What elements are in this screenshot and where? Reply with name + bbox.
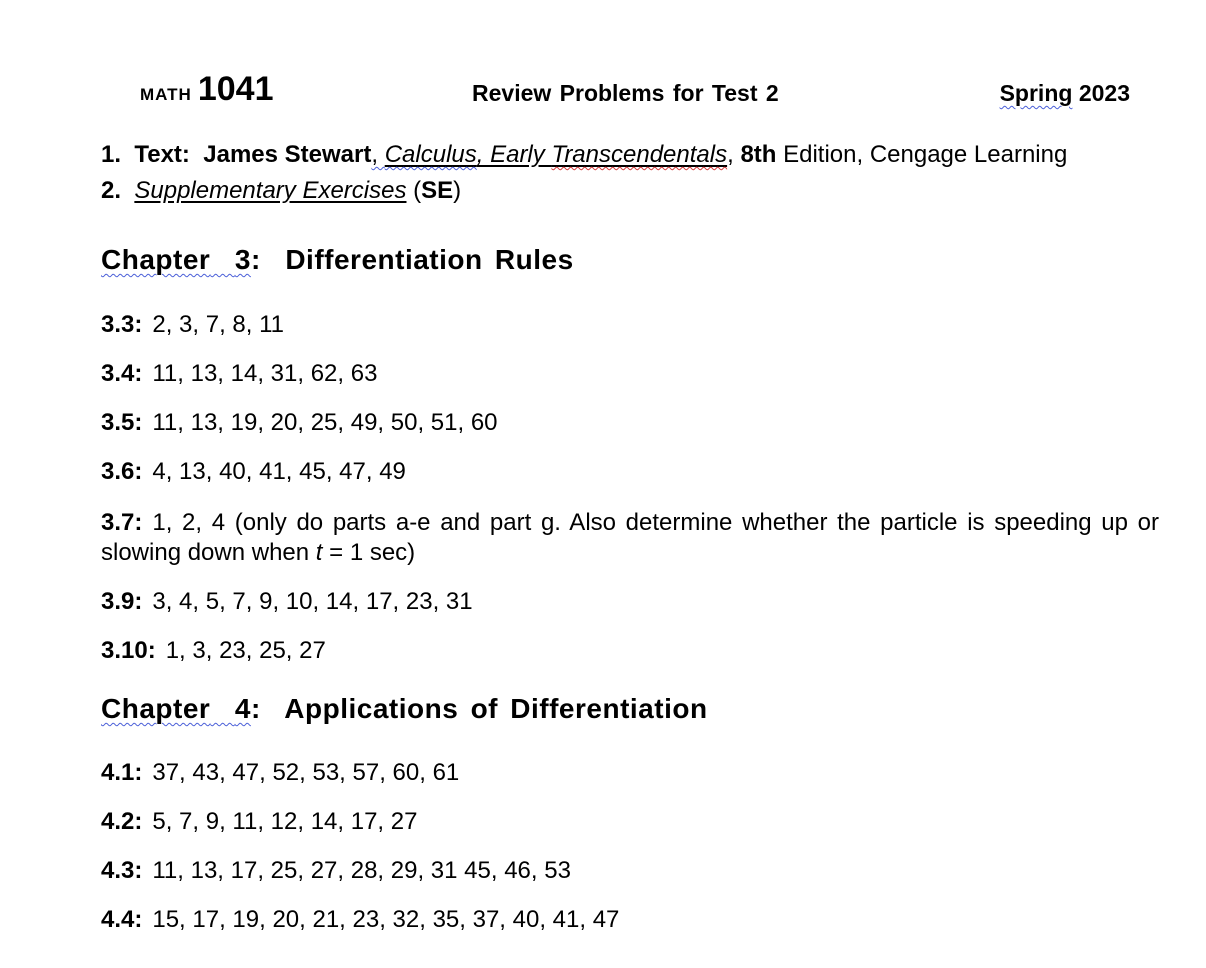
chapter-heading: Chapter 4: Applications of Differentiation: [101, 693, 708, 724]
reference-se-title: Supplementary Exercises: [134, 177, 407, 204]
section-row: [101, 360, 377, 388]
course-dept: math: [140, 79, 192, 106]
section-label: 4.4:: [101, 906, 143, 933]
section-label: 3.9:: [101, 588, 143, 615]
chapter-word: Chapter: [101, 244, 211, 275]
section-label: 3.10:: [101, 637, 156, 664]
section-problems: 4, 13, 40, 41, 45, 47, 49: [152, 458, 406, 485]
section-label: 3.7:: [101, 509, 143, 536]
chapter-word: Chapter: [101, 693, 211, 724]
chapter-number: 3: [234, 244, 251, 275]
section-row: [101, 906, 619, 934]
section-row: [101, 311, 284, 339]
section-label: 3.6:: [101, 458, 143, 485]
reference-number: 1.: [101, 141, 122, 168]
reference-label: Text:: [134, 141, 190, 168]
course-code: [140, 70, 273, 109]
section-row: [101, 409, 498, 437]
section-row: [101, 808, 417, 836]
chapter-heading: Chapter 3: Differentiation Rules: [101, 244, 574, 275]
section-problems-end: = 1 sec): [322, 539, 416, 566]
section-problems: 5, 7, 9, 11, 12, 14, 17, 27: [152, 808, 418, 835]
section-label: 4.3:: [101, 857, 143, 884]
section-label: 3.3:: [101, 311, 143, 338]
document-header: [0, 70, 1206, 114]
term-season: Spring: [999, 80, 1073, 106]
reference-author: James Stewart: [203, 141, 372, 168]
references-list: [101, 137, 1067, 209]
chapter-title: Applications of Differentiation: [284, 693, 708, 724]
document-title: Review Problems for Test 2: [472, 80, 779, 106]
section-row: [101, 508, 1159, 568]
section-label: 3.5:: [101, 409, 143, 436]
section-problems: 11, 13, 17, 25, 27, 28, 29, 31 45, 46, 53: [152, 857, 571, 884]
reference-se-abbr: SE: [421, 177, 454, 204]
time-variable: t: [315, 539, 323, 566]
term-year: 2023: [1078, 80, 1130, 106]
section-problems: 37, 43, 47, 52, 53, 57, 60, 61: [152, 759, 460, 786]
term: [1000, 80, 1130, 107]
section-problems: 3, 4, 5, 7, 9, 10, 14, 17, 23, 31: [152, 588, 473, 615]
section-row: [101, 759, 459, 787]
section-row: [101, 458, 406, 486]
section-problems: 11, 13, 19, 20, 25, 49, 50, 51, 60: [152, 409, 498, 436]
section-label: 3.4:: [101, 360, 143, 387]
section-problems: 15, 17, 19, 20, 21, 23, 32, 35, 37, 40, 41, 47: [152, 906, 620, 933]
reference-book-title: Calculus, Early Transcendentals: [384, 141, 728, 168]
chapter-number: 4: [234, 693, 251, 724]
section-row: [101, 588, 473, 616]
reference-edition: 8th: [740, 141, 777, 168]
section-label: 4.2:: [101, 808, 143, 835]
reference-number: 2.: [101, 177, 122, 204]
section-label: 4.1:: [101, 759, 143, 786]
reference-item-se: 2. Supplementary Exercises (SE): [101, 177, 462, 204]
section-problems: 1, 2, 4 (only do parts a-e and part g. Also determine whether the particle is speeding up or slowing down when: [101, 509, 1159, 566]
reference-publisher: Edition, Cengage Learning: [783, 141, 1068, 168]
section-problems: 2, 3, 7, 8, 11: [152, 311, 285, 338]
course-number: 1041: [197, 70, 274, 108]
section-row: [101, 637, 326, 665]
reference-item-text: 1. Text: James Stewart, Calculus, Early Transcendentals, 8th Edition, Cengage Learning: [101, 141, 1068, 168]
section-problems: 1, 3, 23, 25, 27: [165, 637, 326, 664]
chapter-title: Differentiation Rules: [285, 244, 574, 275]
section-row: [101, 857, 571, 885]
section-problems: 11, 13, 14, 31, 62, 63: [152, 360, 378, 387]
